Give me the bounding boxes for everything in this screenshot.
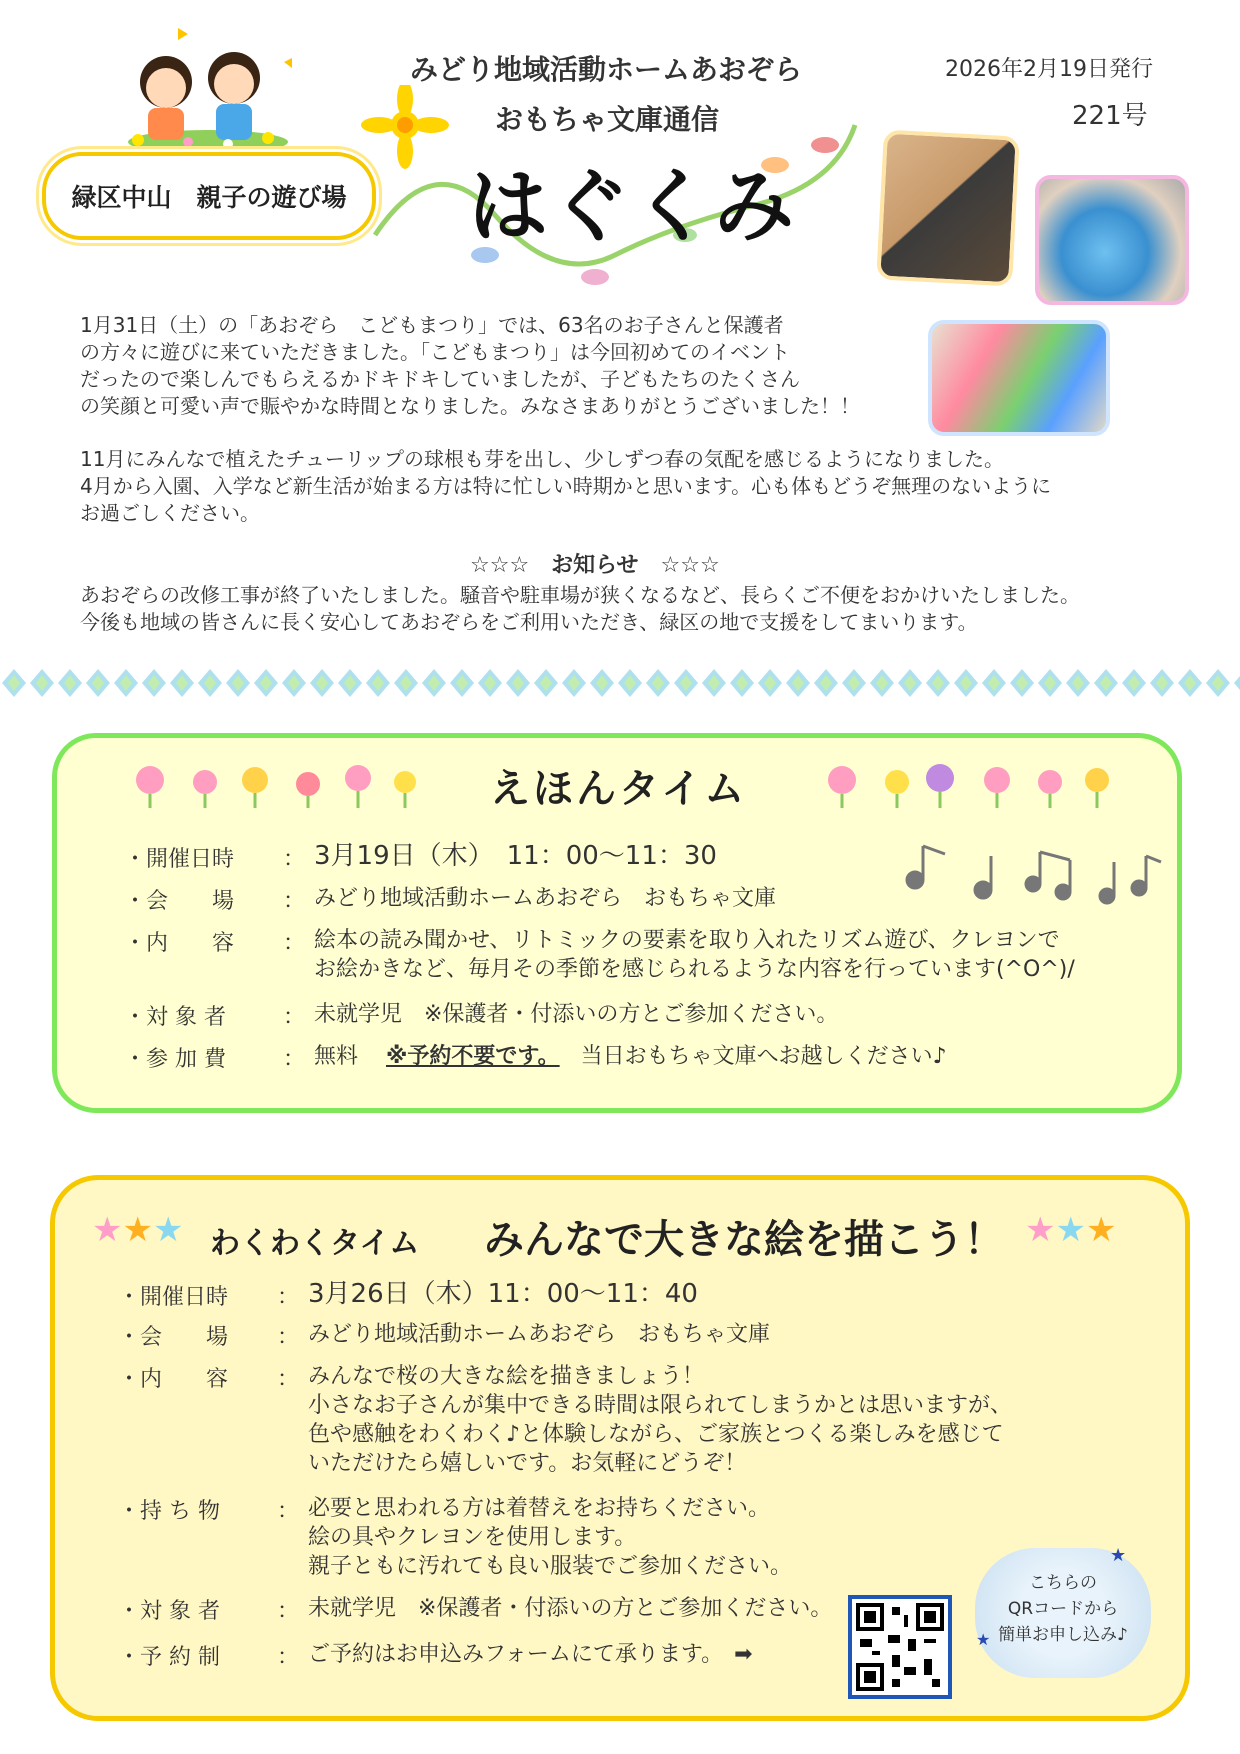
- intro-line: 11月にみんなで植えたチューリップの球根も芽を出し、少しずつ春の気配を感じるようになりました。: [80, 447, 1005, 471]
- row-value: 3月19日（木） 11：00～11：30: [314, 841, 717, 871]
- row-value: 未就学児 ※保護者・付添いの方とご参加ください。: [308, 1596, 833, 1621]
- ehon-row-venue: [124, 884, 1075, 926]
- wakuwaku-title-main: みんなで大きな絵を描こう！: [484, 1217, 1004, 1263]
- organization-name: みどり地域活動ホームあおぞら: [410, 53, 803, 86]
- qr-note-bubble: [975, 1548, 1151, 1678]
- ehon-details: [124, 842, 1075, 1084]
- qr-note-line: こちらの: [1029, 1573, 1097, 1593]
- ehon-row-target: [124, 1000, 1075, 1042]
- row-separator: ：: [282, 889, 305, 914]
- row-value-line: 絵の具やクレヨンを使用します。: [308, 1525, 637, 1550]
- row-value: みどり地域活動ホームあおぞら おもちゃ文庫: [308, 1322, 771, 1347]
- flowers-right-decoration: [822, 762, 1122, 812]
- row-value-line: いただけたら嬉しいです。お気軽にどうぞ！: [308, 1451, 747, 1476]
- no-reservation-note: ※予約不要です。: [386, 1044, 560, 1069]
- fee-free: 無料: [314, 1044, 359, 1069]
- row-separator: ：: [282, 931, 305, 956]
- photo-children-playing: [876, 130, 1020, 287]
- qr-note-line: QRコードから: [1007, 1599, 1119, 1619]
- row-value: [314, 926, 1075, 984]
- row-label: ・会 場: [124, 889, 235, 914]
- row-label: ・内 容: [124, 931, 235, 956]
- newsletter-title: はぐくみ: [468, 160, 796, 253]
- row-value: 未就学児 ※保護者・付添いの方とご参加ください。: [314, 1002, 839, 1027]
- row-value-line: 小さなお子さんが集中できる時間は限られてしまうかとは思いますが、: [308, 1393, 1013, 1418]
- row-separator: ：: [282, 847, 305, 872]
- star-icon: ★: [1085, 1210, 1117, 1250]
- intro-line: 1月31日（土）の「あおぞら こどもまつり」では、63名のお子さんと保護者: [80, 313, 784, 337]
- star-icon: ★: [152, 1210, 184, 1250]
- row-value: ご予約はお申込みフォームにて承ります。 ➡: [308, 1642, 753, 1667]
- stars-right-decoration: [1025, 1210, 1116, 1250]
- notice-body: [80, 582, 1080, 636]
- intro-line: お過ごしください。: [80, 501, 260, 525]
- newsletter-subtitle: おもちゃ文庫通信: [495, 103, 720, 136]
- row-separator: ：: [276, 1325, 299, 1350]
- row-separator: ：: [282, 1047, 305, 1072]
- row-value-line: 色や感触をわくわく♪と体験しながら、ご家族とつくる楽しみを感じて: [308, 1422, 1004, 1447]
- star-icon: ★: [92, 1210, 123, 1250]
- waku-row-date: [118, 1280, 1012, 1320]
- row-label: ・開催日時: [124, 847, 235, 872]
- waku-row-venue: [118, 1320, 1012, 1362]
- qr-code[interactable]: [848, 1595, 952, 1699]
- row-separator: ：: [276, 1645, 299, 1670]
- row-value-line: 絵本の読み聞かせ、リトミックの要素を取り入れたリズム遊び、クレヨンで: [314, 928, 1060, 953]
- flowers-left-decoration: [130, 762, 430, 812]
- children-illustration: [118, 20, 298, 155]
- waku-row-belongings: [118, 1494, 1012, 1594]
- ehon-row-date: [124, 842, 1075, 884]
- row-label: ・対 象 者: [118, 1599, 220, 1624]
- ehon-time-title: えほんタイム: [490, 766, 748, 812]
- qr-note-line: 簡単お申し込み♪: [998, 1625, 1128, 1645]
- place-badge: 緑区中山 親子の遊び場: [42, 152, 376, 240]
- row-label: ・予 約 制: [118, 1645, 220, 1670]
- row-value-line: お絵かきなど、毎月その季節を感じられるような内容を行っています(^O^)/: [314, 957, 1075, 982]
- issue-date: 2026年2月19日発行: [945, 57, 1153, 82]
- star-icon: ★: [122, 1210, 153, 1250]
- notice-title: ☆☆☆ お知らせ ☆☆☆: [470, 553, 720, 578]
- diamond-divider: [0, 665, 1240, 701]
- intro-line: 4月から入園、入学など新生活が始まる方は特に忙しい時期かと思います。心も体もどうぞ無理のないように: [80, 474, 1052, 498]
- stars-left-decoration: [92, 1210, 183, 1250]
- row-separator: ：: [276, 1599, 299, 1624]
- intro-line: の笑顔と可愛い声で賑やかな時間となりました。みなさまありがとうございました！！: [80, 394, 860, 418]
- issue-number: 221号: [1072, 101, 1148, 131]
- intro-line: だったので楽しんでもらえるかドキドキしていましたが、子どもたちのたくさん: [80, 367, 800, 391]
- row-label: ・対 象 者: [124, 1005, 226, 1030]
- photo-toy-corner: [928, 320, 1110, 436]
- row-separator: ：: [276, 1367, 299, 1392]
- row-label: ・開催日時: [118, 1285, 229, 1310]
- ehon-row-fee: [124, 1042, 1075, 1084]
- row-value-line: みんなで桜の大きな絵を描きましょう！: [308, 1364, 705, 1389]
- sparkle-stars-decoration: ★: [1110, 1545, 1127, 1566]
- row-label: ・内 容: [118, 1367, 229, 1392]
- row-separator: ：: [276, 1499, 299, 1524]
- row-value: みどり地域活動ホームあおぞら おもちゃ文庫: [314, 886, 777, 911]
- wakuwaku-title-prefix: わくわくタイム: [210, 1226, 420, 1261]
- row-separator: ：: [276, 1285, 299, 1310]
- row-label: ・参 加 費: [124, 1047, 226, 1072]
- row-label: ・会 場: [118, 1325, 229, 1350]
- notice-line: 今後も地域の皆さんに長く安心してあおぞらをご利用いただき、緑区の地で支援をしてまいります。: [80, 610, 978, 634]
- row-value: 3月26日（木）11：00～11：40: [308, 1279, 698, 1309]
- photo-water-play: [1035, 175, 1189, 305]
- ehon-row-content: [124, 926, 1075, 1000]
- notice-line: あおぞらの改修工事が終了いたしました。騒音や駐車場が狭くなるなど、長らくご不便をおかけいたしました。: [80, 583, 1080, 607]
- waku-row-content: [118, 1362, 1012, 1494]
- intro-paragraph-1: [80, 312, 860, 420]
- row-value-line: 親子ともに汚れても良い服装でご参加ください。: [308, 1554, 793, 1579]
- row-separator: ：: [282, 1005, 305, 1030]
- qr-code-icon: [852, 1599, 948, 1695]
- intro-paragraph-2: [80, 446, 1051, 527]
- row-value-line: 必要と思われる方は着替えをお持ちください。: [308, 1496, 771, 1521]
- row-value: [308, 1362, 1012, 1478]
- intro-line: の方々に遊びに来ていただきました。「こどもまつり」は今回初めてのイベント: [80, 340, 790, 364]
- star-icon: ★: [1055, 1210, 1086, 1250]
- row-value: [308, 1494, 792, 1581]
- row-value: [314, 1042, 947, 1071]
- row-label: ・持 ち 物: [118, 1499, 220, 1524]
- sparkle-stars-decoration: ★: [976, 1630, 991, 1649]
- star-icon: ★: [1025, 1210, 1056, 1250]
- fee-note: 当日おもちゃ文庫へお越しください♪: [580, 1044, 947, 1069]
